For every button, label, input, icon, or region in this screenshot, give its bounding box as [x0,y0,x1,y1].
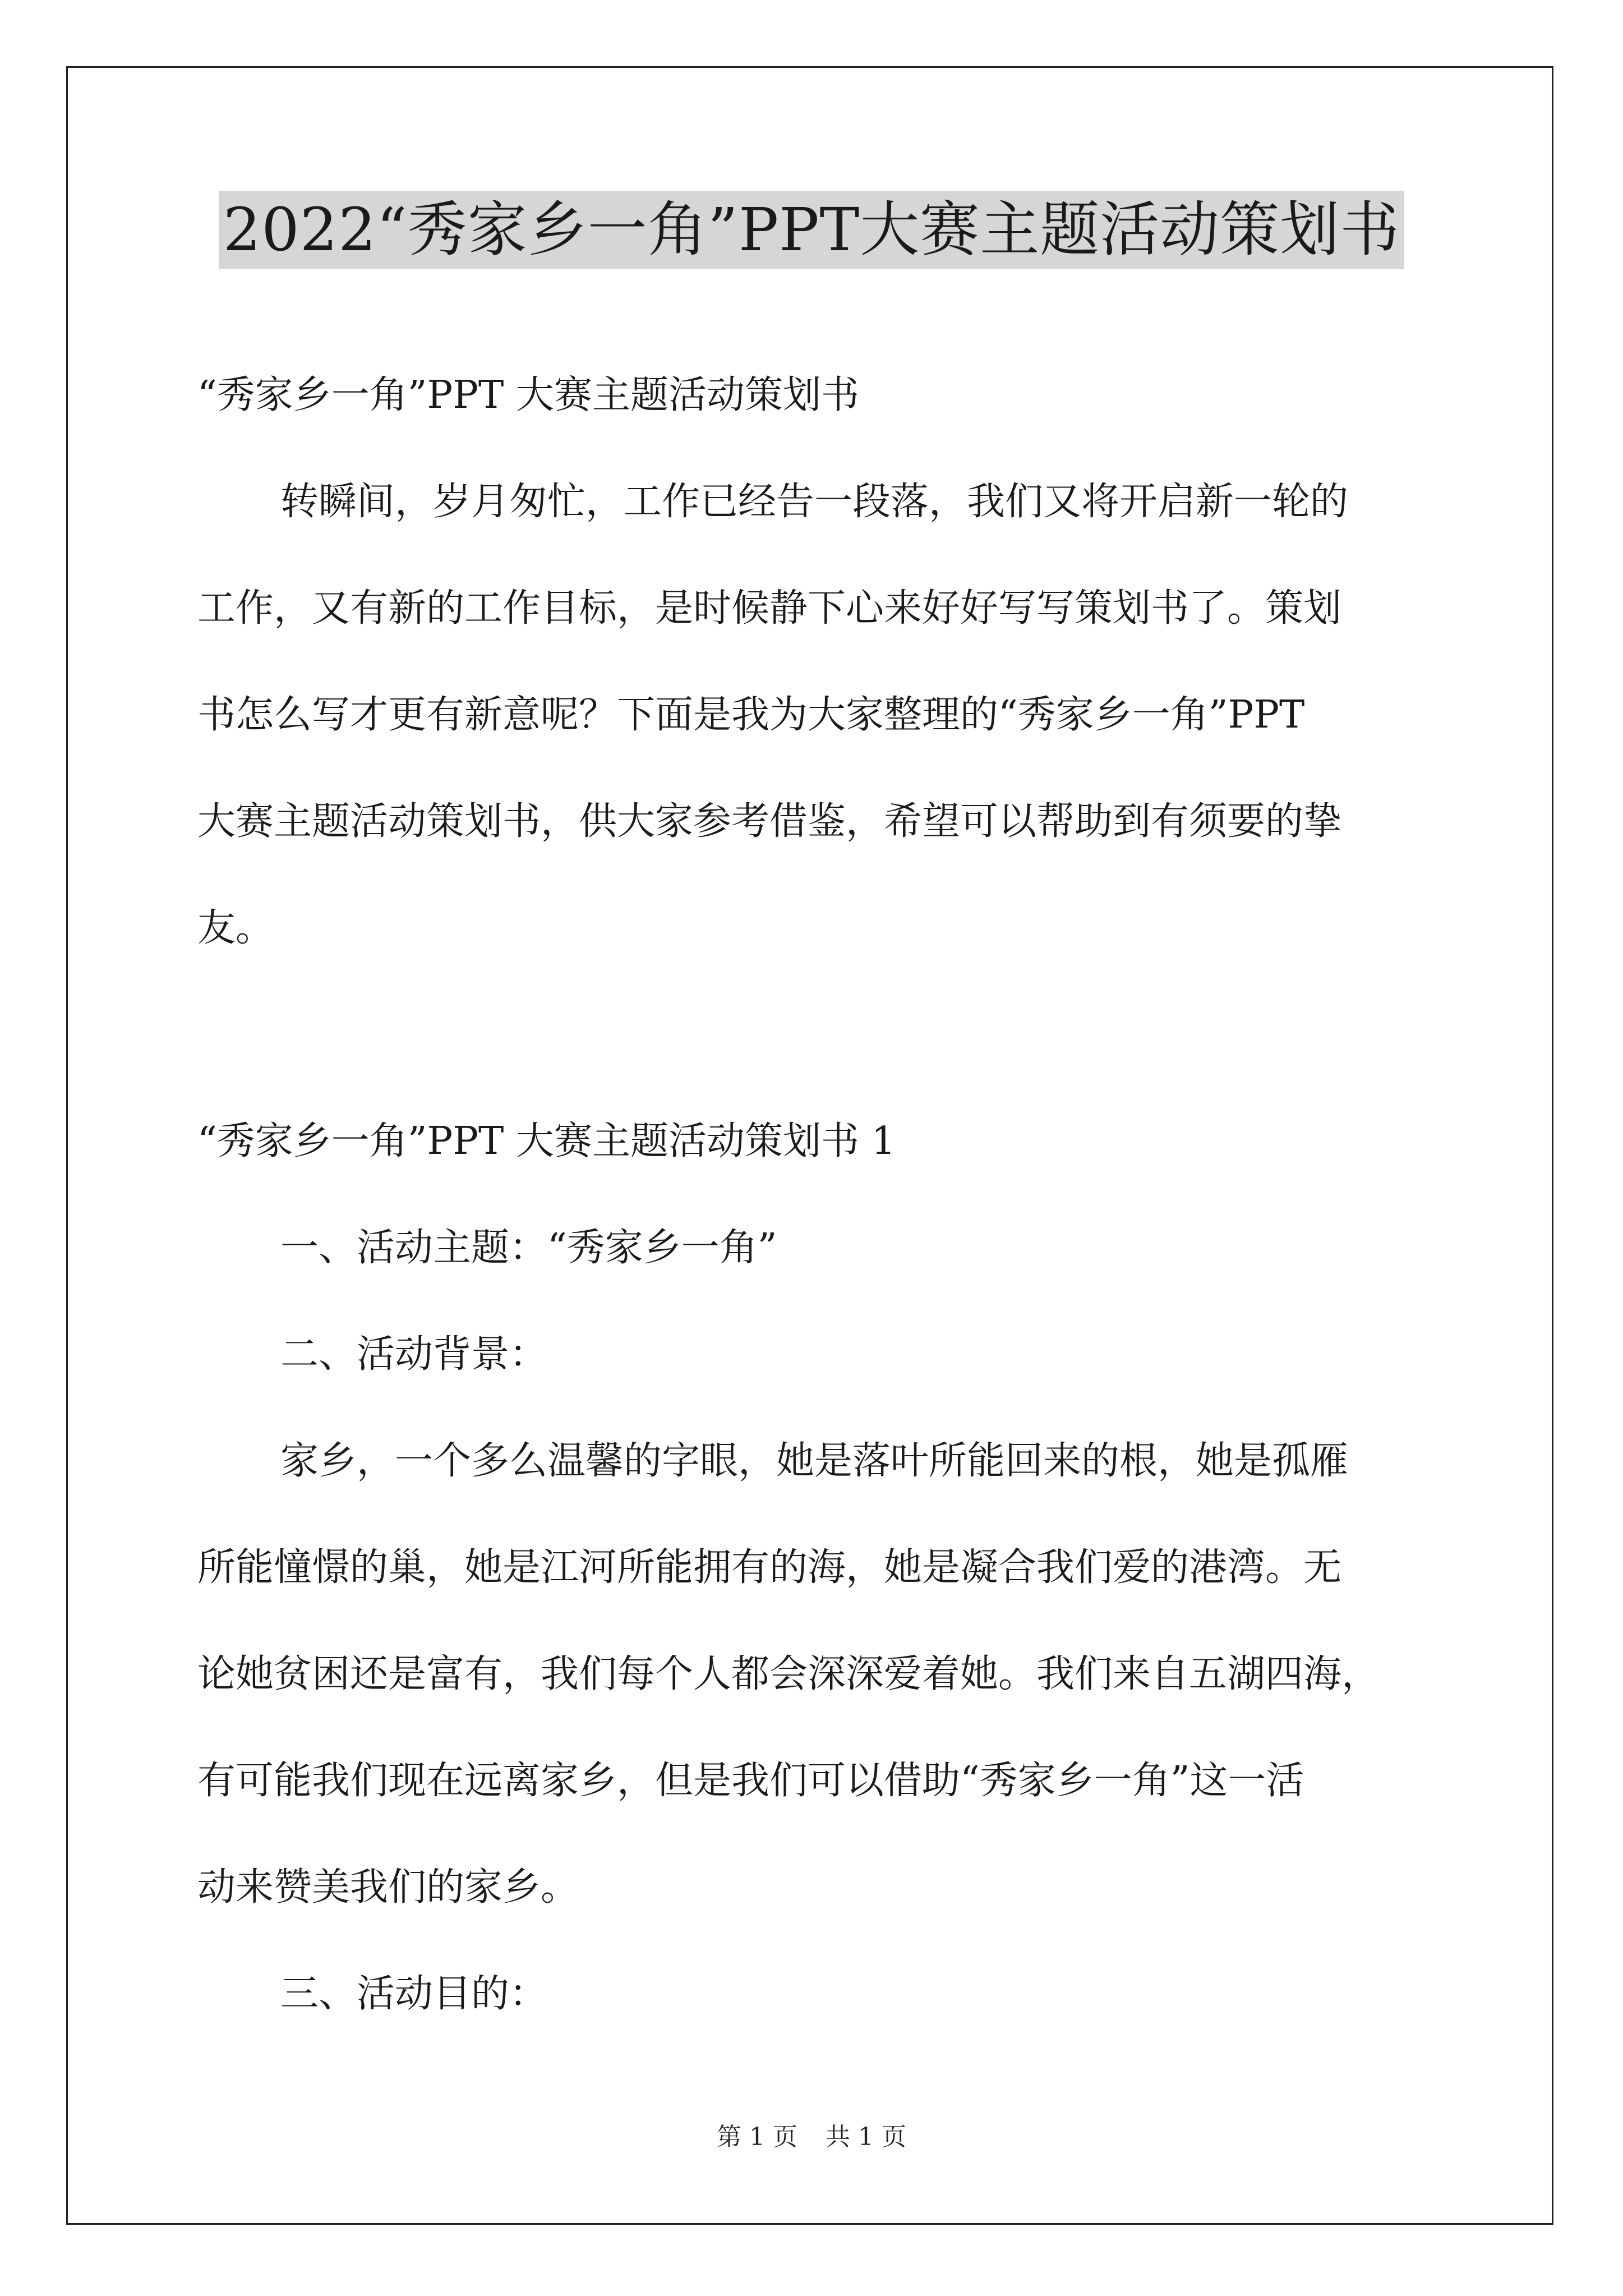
intro-line-1: 转瞬间，岁月匆忙，工作已经告一段落，我们又将开启新一轮的 [280,480,1349,524]
page-footer [0,2120,1623,2154]
page-number-current: 第 1 页 [717,2123,797,2151]
document-body [197,342,1442,2047]
page-number-total: 共 1 页 [826,2123,906,2151]
intro-line-4: 大赛主题活动策划书，供大家参考借鉴，希望可以帮助到有须要的挚 [197,799,1342,844]
background-line-5: 动来赞美我们的家乡。 [197,1865,579,1910]
background-line-2: 所能憧憬的巢，她是江河所能拥有的海，她是凝合我们爱的港湾。无 [197,1545,1342,1590]
background-line-3: 论她贫困还是富有，我们每个人都会深深爱着她。我们来自五湖四海， [197,1652,1380,1696]
blank-line [197,982,1442,1088]
item-theme: 一、活动主题：“秀家乡一角” [280,1226,777,1270]
subtitle: “秀家乡一角”PPT 大赛主题活动策划书 [197,373,860,417]
item-purpose: 三、活动目的： [280,1972,548,2016]
document-title: 2022“秀家乡一角”PPT大赛主题活动策划书 [219,191,1405,269]
title-container [0,191,1623,269]
background-line-4: 有可能我们现在远离家乡，但是我们可以借助“秀家乡一角”这一活 [197,1759,1304,1803]
section-heading: “秀家乡一角”PPT 大赛主题活动策划书 1 [197,1119,896,1163]
intro-line-5: 友。 [197,906,274,950]
background-line-1: 家乡，一个多么温馨的字眼，她是落叶所能回来的根，她是孤雁 [280,1439,1349,1483]
item-background: 二、活动背景： [280,1332,548,1377]
intro-line-2: 工作，又有新的工作目标，是时候静下心来好好写写策划书了。策划 [197,586,1342,631]
intro-line-3: 书怎么写才更有新意呢？下面是我为大家整理的“秀家乡一角”PPT [197,693,1305,737]
